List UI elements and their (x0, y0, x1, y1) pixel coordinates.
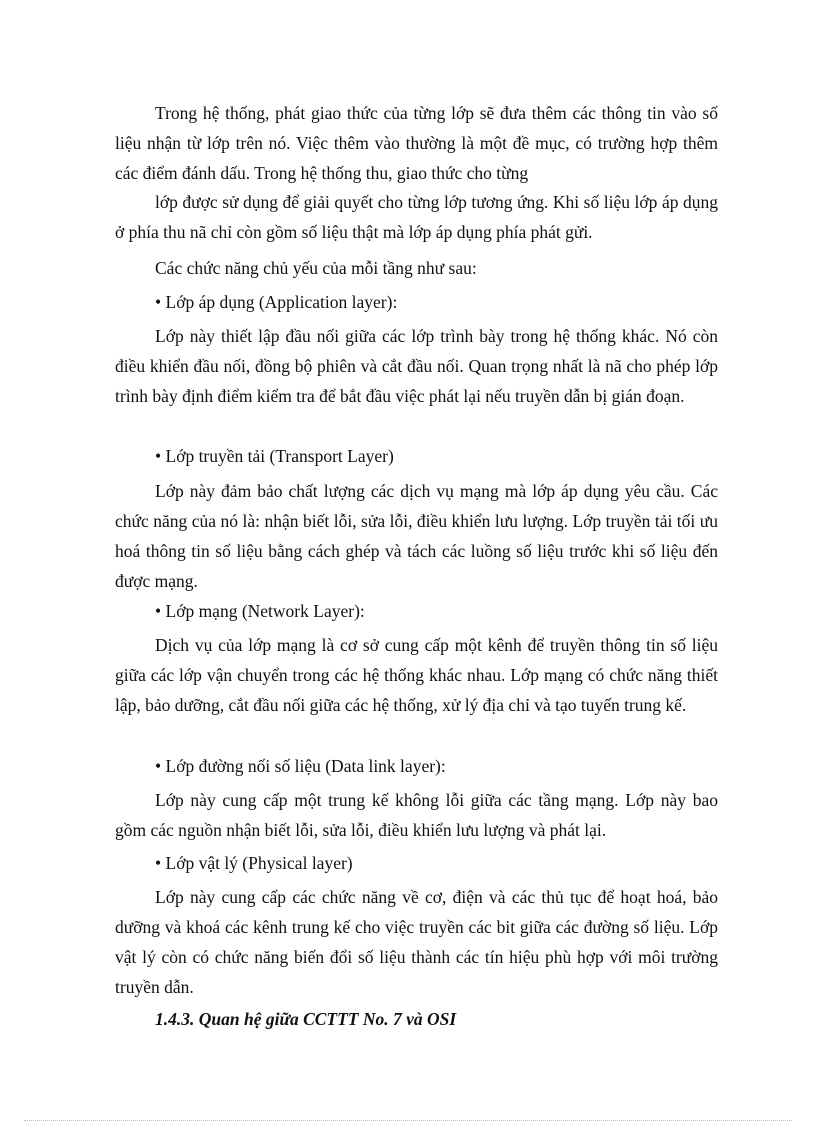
bullet-network-layer: • Lớp mạng (Network Layer): (155, 601, 365, 621)
paragraph-physical-layer: Lớp này cung cấp các chức năng về cơ, điện và các thủ tục để hoạt hoá, bảo dưỡng và khoá các kênh trung kế cho việc truyền các bit giữa các đường số liệu. Lớp vật lý còn có chức năng biến đổi số liệu thành các tín hiệu phù hợp với môi trường truyền dẫn. (115, 887, 718, 997)
paragraph-transport-layer: Lớp này đảm bảo chất lượng các dịch vụ mạng mà lớp áp dụng yêu cầu. Các chức năng của nó là: nhận biết lỗi, sửa lỗi, điều khiển lưu lượng. Lớp truyền tải tối ưu hoá thông tin số liệu bằng cách ghép và tách các luồng số liệu trước khi số liệu đến được mạng. (115, 481, 718, 591)
paragraph-network-layer: Dịch vụ của lớp mạng là cơ sở cung cấp một kênh để truyền thông tin số liệu giữa các lớp vận chuyển trong các hệ thống khác nhau. Lớp mạng có chức năng thiết lập, bảo dưỡng, cắt đầu nối giữa các hệ thống, xử lý địa chỉ và tạo tuyến trung kế. (115, 635, 718, 715)
paragraph-application-layer: Lớp này thiết lập đầu nối giữa các lớp trình bày trong hệ thống khác. Nó còn điều khiển đầu nối, đồng bộ phiên và cắt đầu nối. Quan trọng nhất là nã cho phép lớp trình bày định điểm kiểm tra để bắt đầu việc phát lại nếu truyền dẫn bị gián đoạn. (115, 326, 718, 406)
bullet-transport-layer: • Lớp truyền tải (Transport Layer) (155, 446, 394, 466)
bullet-application-layer: • Lớp áp dụng (Application layer): (155, 292, 398, 312)
bullet-data-link-layer: • Lớp đường nối số liệu (Data link layer): (155, 756, 446, 776)
bullet-physical-layer: • Lớp vật lý (Physical layer) (155, 853, 353, 873)
page-bottom-divider (24, 1120, 792, 1121)
paragraph-3: Các chức năng chủ yếu của mỗi tầng như sau: (155, 258, 477, 278)
paragraph-1: Trong hệ thống, phát giao thức của từng lớp sẽ đưa thêm các thông tin vào số liệu nhận từ lớp trên nó. Việc thêm vào thường là một đề mục, có trường hợp thêm các điểm đánh dấu. Trong hệ thống thu, giao thức cho từng (115, 103, 718, 183)
section-heading: 1.4.3. Quan hệ giữa CCTTT No. 7 và OSI (155, 1009, 457, 1029)
paragraph-2: lớp được sử dụng để giải quyết cho từng lớp tương ứng. Khi số liệu lớp áp dụng ở phía thu nã chỉ còn gồm số liệu thật mà lớp áp dụng phía phát gửi. (115, 192, 718, 242)
paragraph-data-link-layer: Lớp này cung cấp một trung kế không lỗi giữa các tầng mạng. Lớp này bao gồm các nguồn nhận biết lỗi, sửa lỗi, điều khiển lưu lượng và phát lại. (115, 790, 718, 840)
